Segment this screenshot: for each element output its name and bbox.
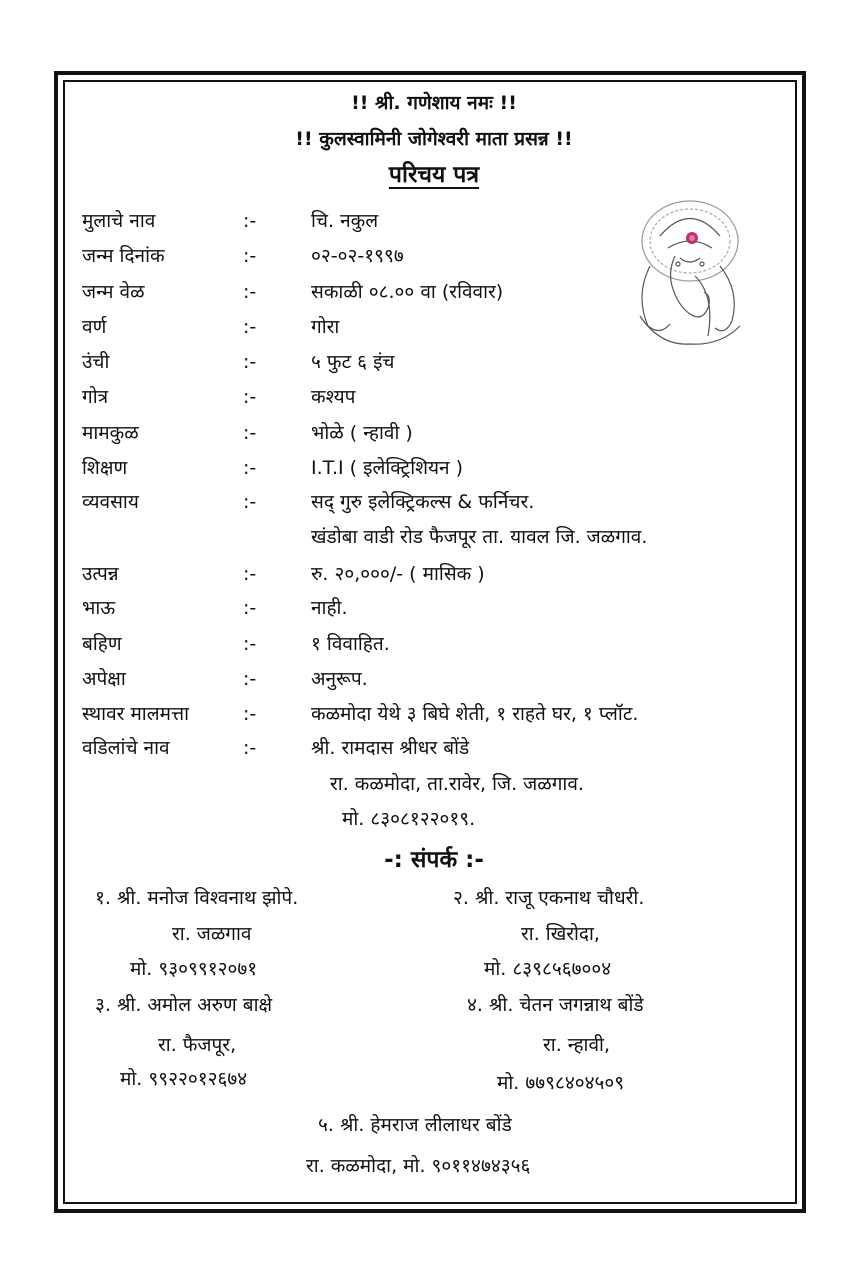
value-complexion: गोरा [311,316,340,338]
contact-heading: -: संपर्क :- [384,847,484,873]
value-occupation: सद् गुरु इलेक्ट्रिकल्स & फर्निचर. [311,491,535,513]
label-birth-time: जन्म वेळ [82,281,145,303]
value-birth-date: ०२-०२-१९९७ [311,245,404,267]
label-complexion: वर्ण [82,316,107,338]
page-title: परिचय पत्र [388,162,480,188]
value-maternal-clan: भोळे ( न्हावी ) [311,422,413,444]
value-occupation-address: खंडोबा वाडी रोड फैजपूर ता. यावल जि. जळगाव. [311,526,648,548]
value-father-address: रा. कळमोदा, ता.रावेर, जि. जळगाव. [330,773,584,795]
value-birth-time: सकाळी ०८.०० वा (रविवार) [311,281,504,303]
label-property: स्थावर मालमत्ता [82,703,190,725]
separator: :- [243,491,257,513]
separator: :- [243,633,257,655]
value-income: रु. २०,०००/- ( मासिक ) [311,563,485,585]
label-occupation: व्यवसाय [82,491,139,513]
separator: :- [243,386,257,408]
separator: :- [243,422,257,444]
label-education: शिक्षण [82,457,128,479]
label-maternal-clan: मामकुळ [82,422,139,444]
value-father-name: श्री. रामदास श्रीधर बोंडे [311,737,470,759]
contact-1-name: १. श्री. मनोज विश्वनाथ झोपे. [95,887,299,909]
label-sisters: बहिण [82,633,122,655]
value-brothers: नाही. [311,597,348,619]
label-income: उत्पन्न [82,563,119,585]
separator: :- [243,597,257,619]
label-birth-date: जन्म दिनांक [82,245,165,267]
label-height: उंची [82,351,110,373]
value-height: ५ फुट ६ इंच [311,351,395,373]
contact-4-address: रा. न्हावी, [543,1034,610,1056]
separator: :- [243,316,257,338]
separator: :- [243,668,257,690]
separator: :- [243,210,257,232]
value-father-phone: मो. ८३०८१२२०१९. [342,808,476,830]
value-gotra: कश्यप [311,386,356,408]
separator: :- [243,703,257,725]
contact-2-phone: मो. ८३९८५६७००४ [484,958,612,980]
deity-line: !! कुलस्वामिनी जोगेश्वरी माता प्रसन्न !! [295,128,573,150]
label-brothers: भाऊ [82,597,116,619]
contact-5-name: ५. श्री. हेमराज लीलाधर बोंडे [318,1114,512,1136]
separator: :- [243,457,257,479]
contact-4-name: ४. श्री. चेतन जगन्नाथ बोंडे [467,994,644,1016]
separator: :- [243,351,257,373]
value-education: I.T.I ( इलेक्ट्रिशियन ) [311,457,464,479]
invocation-line: !! श्री. गणेशाय नमः !! [351,92,517,114]
contact-3-name: ३. श्री. अमोल अरुण बाक्षे [95,994,273,1016]
contact-4-phone: मो. ७७९८४०४५०९ [497,1072,625,1094]
contact-1-address: रा. जळगाव [172,923,252,945]
contact-2-name: २. श्री. राजू एकनाथ चौधरी. [453,887,645,909]
ganesha-icon [620,196,758,348]
label-name: मुलाचे नाव [82,210,156,232]
contact-1-phone: मो. ९३०९९१२०७१ [130,958,258,980]
label-gotra: गोत्र [82,386,109,408]
value-sisters: १ विवाहित. [311,633,390,655]
value-expectation: अनुरूप. [311,668,368,690]
separator: :- [243,737,257,759]
label-father-name: वडिलांचे नाव [82,737,170,759]
label-expectation: अपेक्षा [82,668,126,690]
contact-3-phone: मो. ९९२२०१२६७४ [120,1068,248,1090]
separator: :- [243,245,257,267]
separator: :- [243,281,257,303]
contact-5-address-phone: रा. कळमोदा, मो. ९०११४७४३५६ [306,1155,531,1177]
value-property: कळमोदा येथे ३ बिघे शेती, १ राहते घर, १ प्लॉट. [311,703,639,725]
separator: :- [243,563,257,585]
value-name: चि. नकुल [311,210,379,232]
contact-3-address: रा. फैजपूर, [158,1034,237,1056]
contact-2-address: रा. खिरोदा, [521,923,600,945]
